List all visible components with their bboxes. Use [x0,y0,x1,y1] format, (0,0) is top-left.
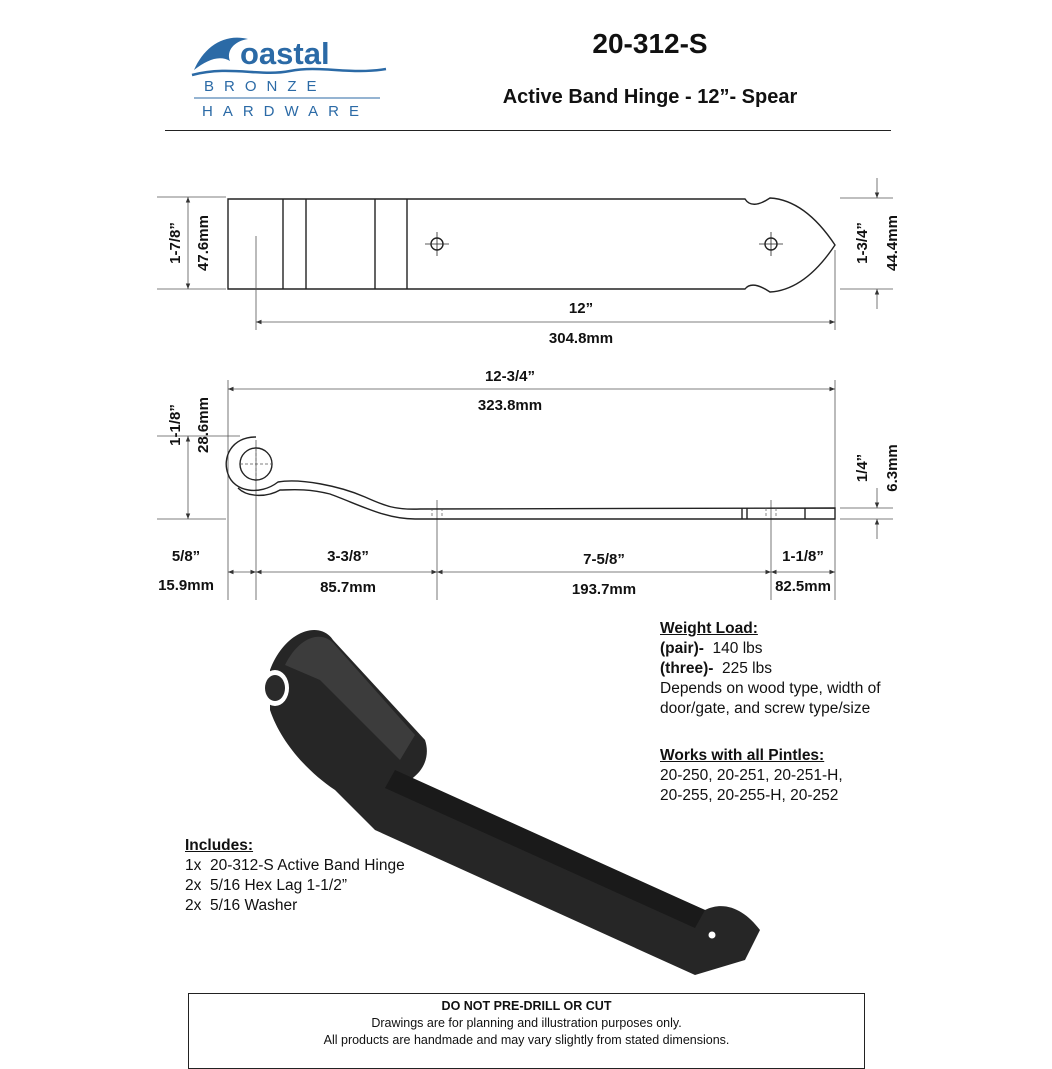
pintles-heading: Works with all Pintles: [660,747,825,764]
seg3-in: 7-5/8” [583,551,625,568]
logo-line3: HARDWARE [202,103,369,120]
tip-height-mm: 44.4mm [884,215,901,271]
weight-note-2: door/gate, and screw type/size [660,700,871,717]
overall-in: 12-3/4” [484,368,536,385]
seg1-mm: 15.9mm [158,577,214,594]
top-height-mm: 47.6mm [195,215,212,271]
three-label: (three)- [660,660,714,677]
barrel-in: 1-1/8” [167,404,184,446]
notice-line-2: All products are handmade and may vary slightly from stated dimensions. [323,1033,730,1047]
include-item: 1x 20-312-S Active Band Hinge [185,857,405,874]
three-value: 225 lbs [722,660,772,677]
notice-title: DO NOT PRE-DRILL OR CUT [441,999,612,1013]
weight-load-heading: Weight Load: [660,620,758,637]
thickness-in: 1/4” [854,453,871,483]
pintles-line-2: 20-255, 20-255-H, 20-252 [660,787,839,804]
top-height-in: 1-7/8” [167,222,184,264]
seg4-in: 1-1/8” [782,548,824,565]
weight-load-section [660,619,960,719]
tip-height-in: 1-3/4” [854,222,871,264]
pintles-section [660,746,960,806]
screw-hole-2 [759,232,783,256]
part-number: 20-312-S [592,28,708,59]
logo-word: oastal [240,36,330,71]
seg1-in: 5/8” [171,548,201,565]
notice-line-1: Drawings are for planning and illustration purposes only. [371,1016,682,1030]
include-item: 2x 5/16 Washer [185,897,298,914]
barrel-mm: 28.6mm [195,397,212,453]
seg2-mm: 85.7mm [320,579,376,596]
include-item: 2x 5/16 Hex Lag 1-1/2” [185,877,348,894]
side-view-outline [226,437,835,519]
includes-section [185,836,505,916]
pintles-line-1: 20-250, 20-251, 20-251-H, [660,767,843,784]
weight-note-1: Depends on wood type, width of [660,680,881,697]
length-in: 12” [568,300,594,317]
logo-line2: BRONZE [204,78,327,95]
seg2-in: 3-3/8” [327,548,369,565]
thickness-mm: 6.3mm [884,444,901,492]
screw-hole-1 [425,232,449,256]
pair-label: (pair)- [660,640,704,657]
top-view-outline [228,198,835,292]
seg4-mm: 82.5mm [775,578,831,595]
includes-heading: Includes: [185,837,254,854]
notice-box [188,993,865,1069]
overall-mm: 323.8mm [477,397,543,414]
seg3-mm: 193.7mm [571,581,637,598]
pair-value: 140 lbs [712,640,763,657]
length-mm: 304.8mm [548,330,614,347]
product-title: Active Band Hinge - 12”- Spear [502,86,798,108]
